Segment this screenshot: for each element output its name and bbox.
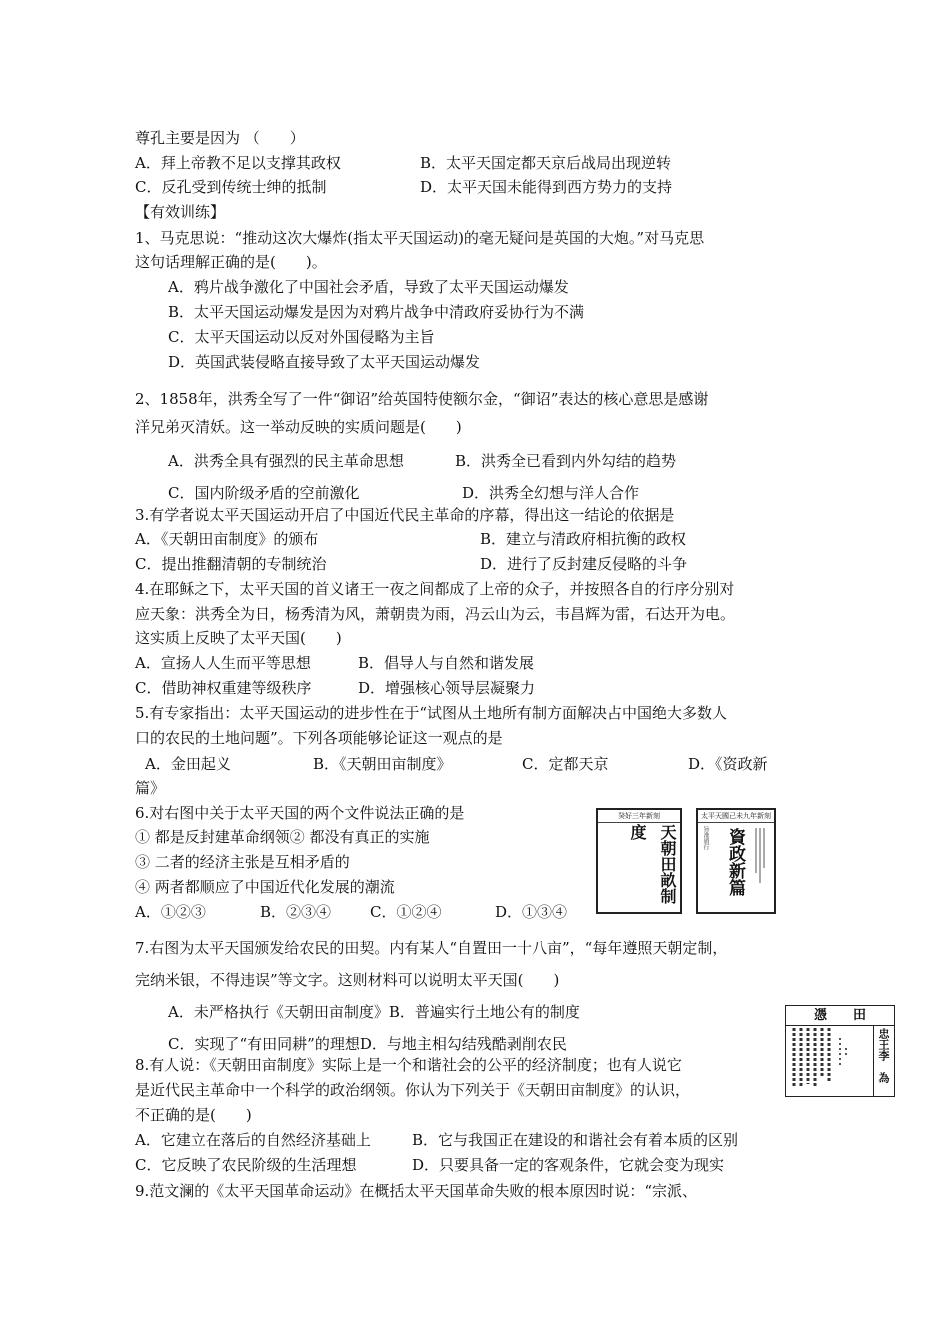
q1-option-d: D．英国武装侵略直接导致了太平天国运动爆发 [168, 353, 481, 371]
q5-option-d: D．《资政新 [688, 755, 768, 773]
q7-options-cd: C．实现了“有田同耕”的理想D．与地主相勾结残酷剥削农民 [168, 1035, 567, 1053]
deed-right-label: 忠王李 為 [877, 1028, 890, 1083]
q8-option-b: B．它与我国正在建设的和谐社会有着本质的区别 [412, 1131, 739, 1149]
q6-option-c: C．①②④ [370, 903, 442, 921]
q8-option-a: A．它建立在落后的自然经济基础上 [135, 1131, 371, 1149]
figure-column-lines [754, 828, 766, 888]
q2-option-c: C．国内阶级矛盾的空前激化 [168, 484, 360, 502]
q3-option-b: B．建立与清政府相抗衡的政权 [480, 530, 687, 548]
figure-land-deed [785, 1005, 895, 1097]
q5-option-c: C．定都天京 [522, 755, 609, 773]
q6-option-d: D．①③④ [495, 903, 568, 921]
q4-option-c: C．借助神权重建等级秩序 [135, 679, 312, 697]
q9-stem: 9.范文澜的《太平天国革命运动》在概括太平天国革命失败的根本原因时说：“宗派、 [135, 1182, 697, 1200]
question-stem-continuation: 尊孔主要是因为 （ ） [135, 129, 305, 147]
section-heading: 【有效训练】 [135, 203, 226, 221]
q5-stem-line2: 口的农民的土地问题”。下列各项能够论证这一观点的是 [135, 729, 503, 747]
q2-option-a: A．洪秀全具有强烈的民主革命思想 [168, 452, 404, 470]
q8-stem-line3: 不正确的是( ) [135, 1106, 252, 1124]
figure-side-label: 旨准頒行 [702, 826, 709, 850]
q3-option-a: A．《天朝田亩制度》的颁布 [135, 530, 319, 548]
deed-text-columns [790, 1028, 850, 1092]
figure-title: 天朝田畝制度 [628, 824, 677, 904]
option-c: C．反孔受到传统士绅的抵制 [135, 178, 327, 196]
q4-option-a: A．宣扬人人生而平等思想 [135, 654, 311, 672]
q5-stem-line1: 5.有专家指出：太平天国运动的进步性在于“试图从土地所有制方面解决占中国绝大多数人 [135, 704, 727, 722]
figure-header: 太平天國己未九年新刻 [698, 810, 774, 823]
q1-option-c: C．太平天国运动以反对外国侵略为主旨 [168, 328, 435, 346]
q6-statement-1-2: ① 都是反封建革命纲领② 都没有真正的实施 [135, 828, 430, 846]
q4-stem-line3: 这实质上反映了太平天国( ) [135, 629, 342, 647]
figure-header: 癸好三年新刻 [598, 810, 680, 823]
q5-option-b: B．《天朝田亩制度》 [313, 755, 452, 773]
q2-option-d: D．洪秀全幻想与洋人合作 [462, 484, 640, 502]
q8-stem-line2: 是近代民主革命中一个科学的政治纲领。你认为下列关于《天朝田亩制度》的认识， [135, 1081, 691, 1099]
option-d: D．太平天国未能得到西方势力的支持 [420, 178, 673, 196]
q6-option-b: B．②③④ [260, 903, 332, 921]
q4-stem-line2: 应天象：洪秀全为日，杨秀清为风，萧朝贵为雨，冯云山为云，韦昌辉为雷，石达开为电。 [135, 605, 736, 623]
q4-stem-line1: 4.在耶稣之下，太平天国的首义诸王一夜之间都成了上帝的众子，并按照各自的行序分别对 [135, 580, 735, 598]
option-a: A．拜上帝教不足以支撑其政权 [135, 154, 341, 172]
q8-stem-line1: 8.有人说：《天朝田亩制度》实际上是一个和谐社会的公平的经济制度；也有人说它 [135, 1056, 682, 1074]
q6-statement-3: ③ 二者的经济主张是互相矛盾的 [135, 853, 350, 871]
q7-stem-line1: 7.右图为太平天国颁发给农民的田契。内有某人“自置田一十八亩”，“每年遵照天朝定制， [135, 939, 728, 957]
q4-option-d: D．增强核心领导层凝聚力 [358, 679, 536, 697]
deed-top-label: 憑 田 [813, 1008, 866, 1023]
q6-stem: 6.对右图中关于太平天国的两个文件说法正确的是 [135, 804, 465, 822]
q2-option-b: B．洪秀全已看到内外勾结的趋势 [455, 452, 677, 470]
q7-options-ab: A．未严格执行《天朝田亩制度》B．普遍实行土地公有的制度 [168, 1003, 580, 1021]
q3-option-c: C．提出推翻清朝的专制统治 [135, 555, 327, 573]
q5-option-d-wrap: 篇》 [135, 779, 166, 797]
q4-option-b: B．倡导人与自然和谐发展 [358, 654, 535, 672]
q1-option-a: A．鸦片战争激化了中国社会矛盾，导致了太平天国运动爆发 [168, 278, 569, 296]
figure-zizheng-xinpian [696, 808, 776, 914]
q6-statement-4: ④ 两者都顺应了中国近代化发展的潮流 [135, 878, 395, 896]
figure-tianchao-tianmu-zhidu [596, 808, 682, 914]
figure-title: 資政新篇 [725, 828, 745, 896]
q3-stem: 3.有学者说太平天国运动开启了中国近代民主革命的序幕，得出这一结论的依据是 [135, 506, 675, 524]
q1-stem-line1: 1、马克思说：“推动这次大爆炸(指太平天国运动)的毫无疑问是英国的大炮。”对马克思 [135, 229, 705, 247]
q2-stem-line2: 洋兄弟灭清妖。这一举动反映的实质问题是( ) [135, 418, 462, 436]
q1-option-b: B．太平天国运动爆发是因为对鸦片战争中清政府妥协行为不满 [168, 303, 585, 321]
option-b: B．太平天国定都天京后战局出现逆转 [420, 154, 672, 172]
q3-option-d: D．进行了反封建反侵略的斗争 [480, 555, 688, 573]
q6-option-a: A．①②③ [135, 903, 206, 921]
q7-stem-line2: 完纳米银，不得违误”等文字。这则材料可以说明太平天国( ) [135, 971, 560, 989]
q8-option-c: C．它反映了农民阶级的生活理想 [135, 1156, 357, 1174]
q8-option-d: D．只要具备一定的客观条件，它就会变为现实 [412, 1156, 725, 1174]
q2-stem-line1: 2、1858年，洪秀全写了一件“御诏”给英国特使额尔金，“御诏”表达的核心意思是感谢 [135, 390, 709, 408]
q1-stem-line2: 这句话理解正确的是( )。 [135, 253, 327, 271]
q5-option-a: A．金田起义 [145, 755, 231, 773]
